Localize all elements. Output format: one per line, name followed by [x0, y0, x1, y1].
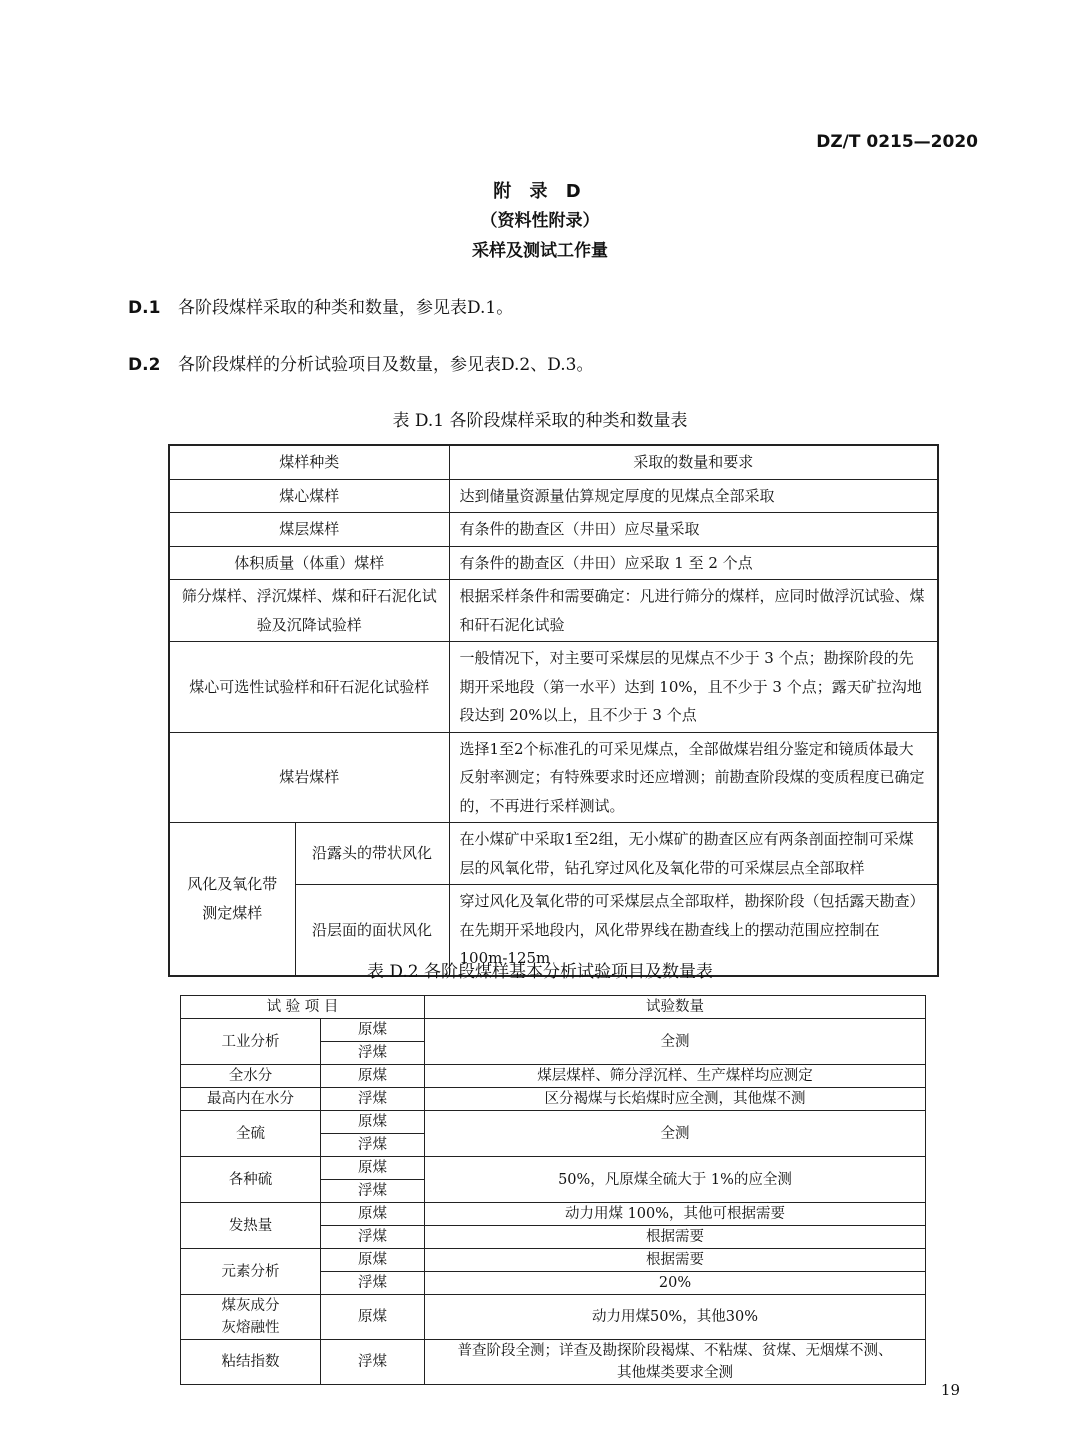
column-header: 试 验 项 目 — [181, 996, 425, 1019]
test-quantity: 根据需要 — [425, 1249, 926, 1272]
clause-number: D.2 — [128, 355, 161, 375]
coal-state: 原煤 — [321, 1111, 425, 1134]
sample-group: 风化及氧化带测定煤样 — [169, 823, 295, 976]
appendix-subject: 采样及测试工作量 — [472, 241, 608, 261]
table-row — [181, 1065, 926, 1088]
column-header: 试验数量 — [425, 996, 926, 1019]
sample-type: 煤层煤样 — [169, 513, 449, 547]
sample-requirement: 在小煤矿中采取1至2组，无小煤矿的勘查区应有两条剖面控制可采煤层的风氧化带，钻孔穿过风化及氧化带的可采煤层点全部取样 — [449, 823, 938, 885]
sample-requirement: 穿过风化及氧化带的可采煤层点全部取样，勘探阶段（包括露天勘查）在先期开采地段内，风化带界线在勘查线上的摆动范围应控制在100m-125m — [449, 885, 938, 976]
test-item: 粘结指数 — [181, 1340, 321, 1385]
test-item: 最高内在水分 — [181, 1088, 321, 1111]
table-row — [181, 1340, 926, 1385]
test-item: 全水分 — [181, 1065, 321, 1088]
test-item: 各种硫 — [181, 1157, 321, 1203]
test-quantity — [425, 1340, 926, 1385]
table-row — [181, 1111, 926, 1134]
test-quantity: 50%，凡原煤全硫大于 1%的应全测 — [425, 1157, 926, 1203]
sample-requirement: 有条件的勘查区（井田）应尽量采取 — [449, 513, 938, 547]
coal-state: 浮煤 — [321, 1088, 425, 1111]
test-quantity: 动力用煤 100%，其他可根据需要 — [425, 1203, 926, 1226]
clause-d1 — [128, 293, 513, 318]
table-row — [181, 1019, 926, 1042]
table-d1-caption: 表 D.1 各阶段煤样采取的种类和数量表 — [392, 411, 688, 431]
coal-state: 原煤 — [321, 1203, 425, 1226]
coal-state: 原煤 — [321, 1157, 425, 1180]
coal-state: 原煤 — [321, 1249, 425, 1272]
clause-text: 各阶段煤样采取的种类和数量，参见表D.1。 — [178, 298, 514, 318]
clause-d2 — [128, 350, 594, 375]
test-quantity: 根据需要 — [425, 1226, 926, 1249]
table-header-row — [181, 996, 926, 1019]
table-row — [181, 1157, 926, 1180]
test-item-line: 灰熔融性 — [221, 1320, 280, 1336]
test-quantity: 全测 — [425, 1111, 926, 1157]
table-row — [169, 479, 938, 513]
coal-state: 浮煤 — [321, 1272, 425, 1295]
sample-requirement: 达到储量资源量估算规定厚度的见煤点全部采取 — [449, 479, 938, 513]
table-row — [181, 1088, 926, 1111]
table-header-row — [169, 445, 938, 479]
table-row — [169, 580, 938, 642]
test-quantity-line: 其他煤类要求全测 — [617, 1365, 733, 1381]
table-row — [181, 1203, 926, 1226]
test-item: 元素分析 — [181, 1249, 321, 1295]
sample-requirement: 选择1至2个标准孔的可采见煤点，全部做煤岩组分鉴定和镜质体最大反射率测定；有特殊要求时还应增测；前勘查阶段煤的变质程度已确定的，不再进行采样测试。 — [449, 732, 938, 823]
table-row — [169, 732, 938, 823]
table-row — [169, 642, 938, 733]
coal-state: 原煤 — [321, 1065, 425, 1088]
sample-type: 煤心煤样 — [169, 479, 449, 513]
sample-requirement: 一般情况下，对主要可采煤层的见煤点不少于 3 个点；勘探阶段的先期开采地段（第一水平）达到 10%，且不少于 3 个点；露天矿拉沟地段达到 20%以上，且不少于 3 个点 — [449, 642, 938, 733]
coal-state: 浮煤 — [321, 1340, 425, 1385]
test-quantity: 煤层煤样、筛分浮沉样、生产煤样均应测定 — [425, 1065, 926, 1088]
page-number: 19 — [940, 1381, 960, 1399]
coal-state: 浮煤 — [321, 1226, 425, 1249]
test-item: 发热量 — [181, 1203, 321, 1249]
sample-type: 筛分煤样、浮沉煤样、煤和矸石泥化试验及沉降试验样 — [169, 580, 449, 642]
coal-state: 原煤 — [321, 1295, 425, 1340]
test-quantity-line: 普查阶段全测；详查及勘探阶段褐煤、不粘煤、贫煤、无烟煤不测、 — [457, 1343, 893, 1359]
test-quantity: 区分褐煤与长焰煤时应全测，其他煤不测 — [425, 1088, 926, 1111]
test-item-line: 煤灰成分 — [221, 1298, 280, 1314]
column-header: 煤样种类 — [169, 445, 449, 479]
coal-state: 浮煤 — [321, 1134, 425, 1157]
coal-state: 原煤 — [321, 1019, 425, 1042]
table-d2 — [180, 995, 926, 1385]
sample-subtype: 沿露头的带状风化 — [295, 823, 449, 885]
clause-text: 各阶段煤样的分析试验项目及数量，参见表D.2、D.3。 — [178, 355, 594, 375]
test-quantity: 20% — [425, 1272, 926, 1295]
table-row — [181, 1249, 926, 1272]
test-item: 工业分析 — [181, 1019, 321, 1065]
sample-requirement: 根据采样条件和需要确定：凡进行筛分的煤样，应同时做浮沉试验、煤和矸石泥化试验 — [449, 580, 938, 642]
table-d1 — [168, 444, 939, 977]
test-quantity: 全测 — [425, 1019, 926, 1065]
test-item — [181, 1295, 321, 1340]
test-item: 全硫 — [181, 1111, 321, 1157]
document-code: DZ/T 0215—2020 — [816, 132, 978, 152]
sample-subtype: 沿层面的面状风化 — [295, 885, 449, 976]
coal-state: 浮煤 — [321, 1180, 425, 1203]
sample-type: 体积质量（体重）煤样 — [169, 546, 449, 580]
table-d2-caption: 表 D.2 各阶段煤样基本分析试验项目及数量表 — [366, 962, 714, 982]
table-row — [181, 1295, 926, 1340]
sample-requirement: 有条件的勘查区（井田）应采取 1 至 2 个点 — [449, 546, 938, 580]
coal-state: 浮煤 — [321, 1042, 425, 1065]
clause-number: D.1 — [128, 298, 161, 318]
table-row — [169, 823, 938, 885]
appendix-title: 附 录 D — [493, 181, 587, 202]
table-row — [169, 546, 938, 580]
sample-type: 煤岩煤样 — [169, 732, 449, 823]
sample-type: 煤心可选性试验样和矸石泥化试验样 — [169, 642, 449, 733]
appendix-type: （资料性附录） — [480, 211, 600, 231]
column-header: 采取的数量和要求 — [449, 445, 938, 479]
test-quantity: 动力用煤50%，其他30% — [425, 1295, 926, 1340]
table-row — [169, 513, 938, 547]
